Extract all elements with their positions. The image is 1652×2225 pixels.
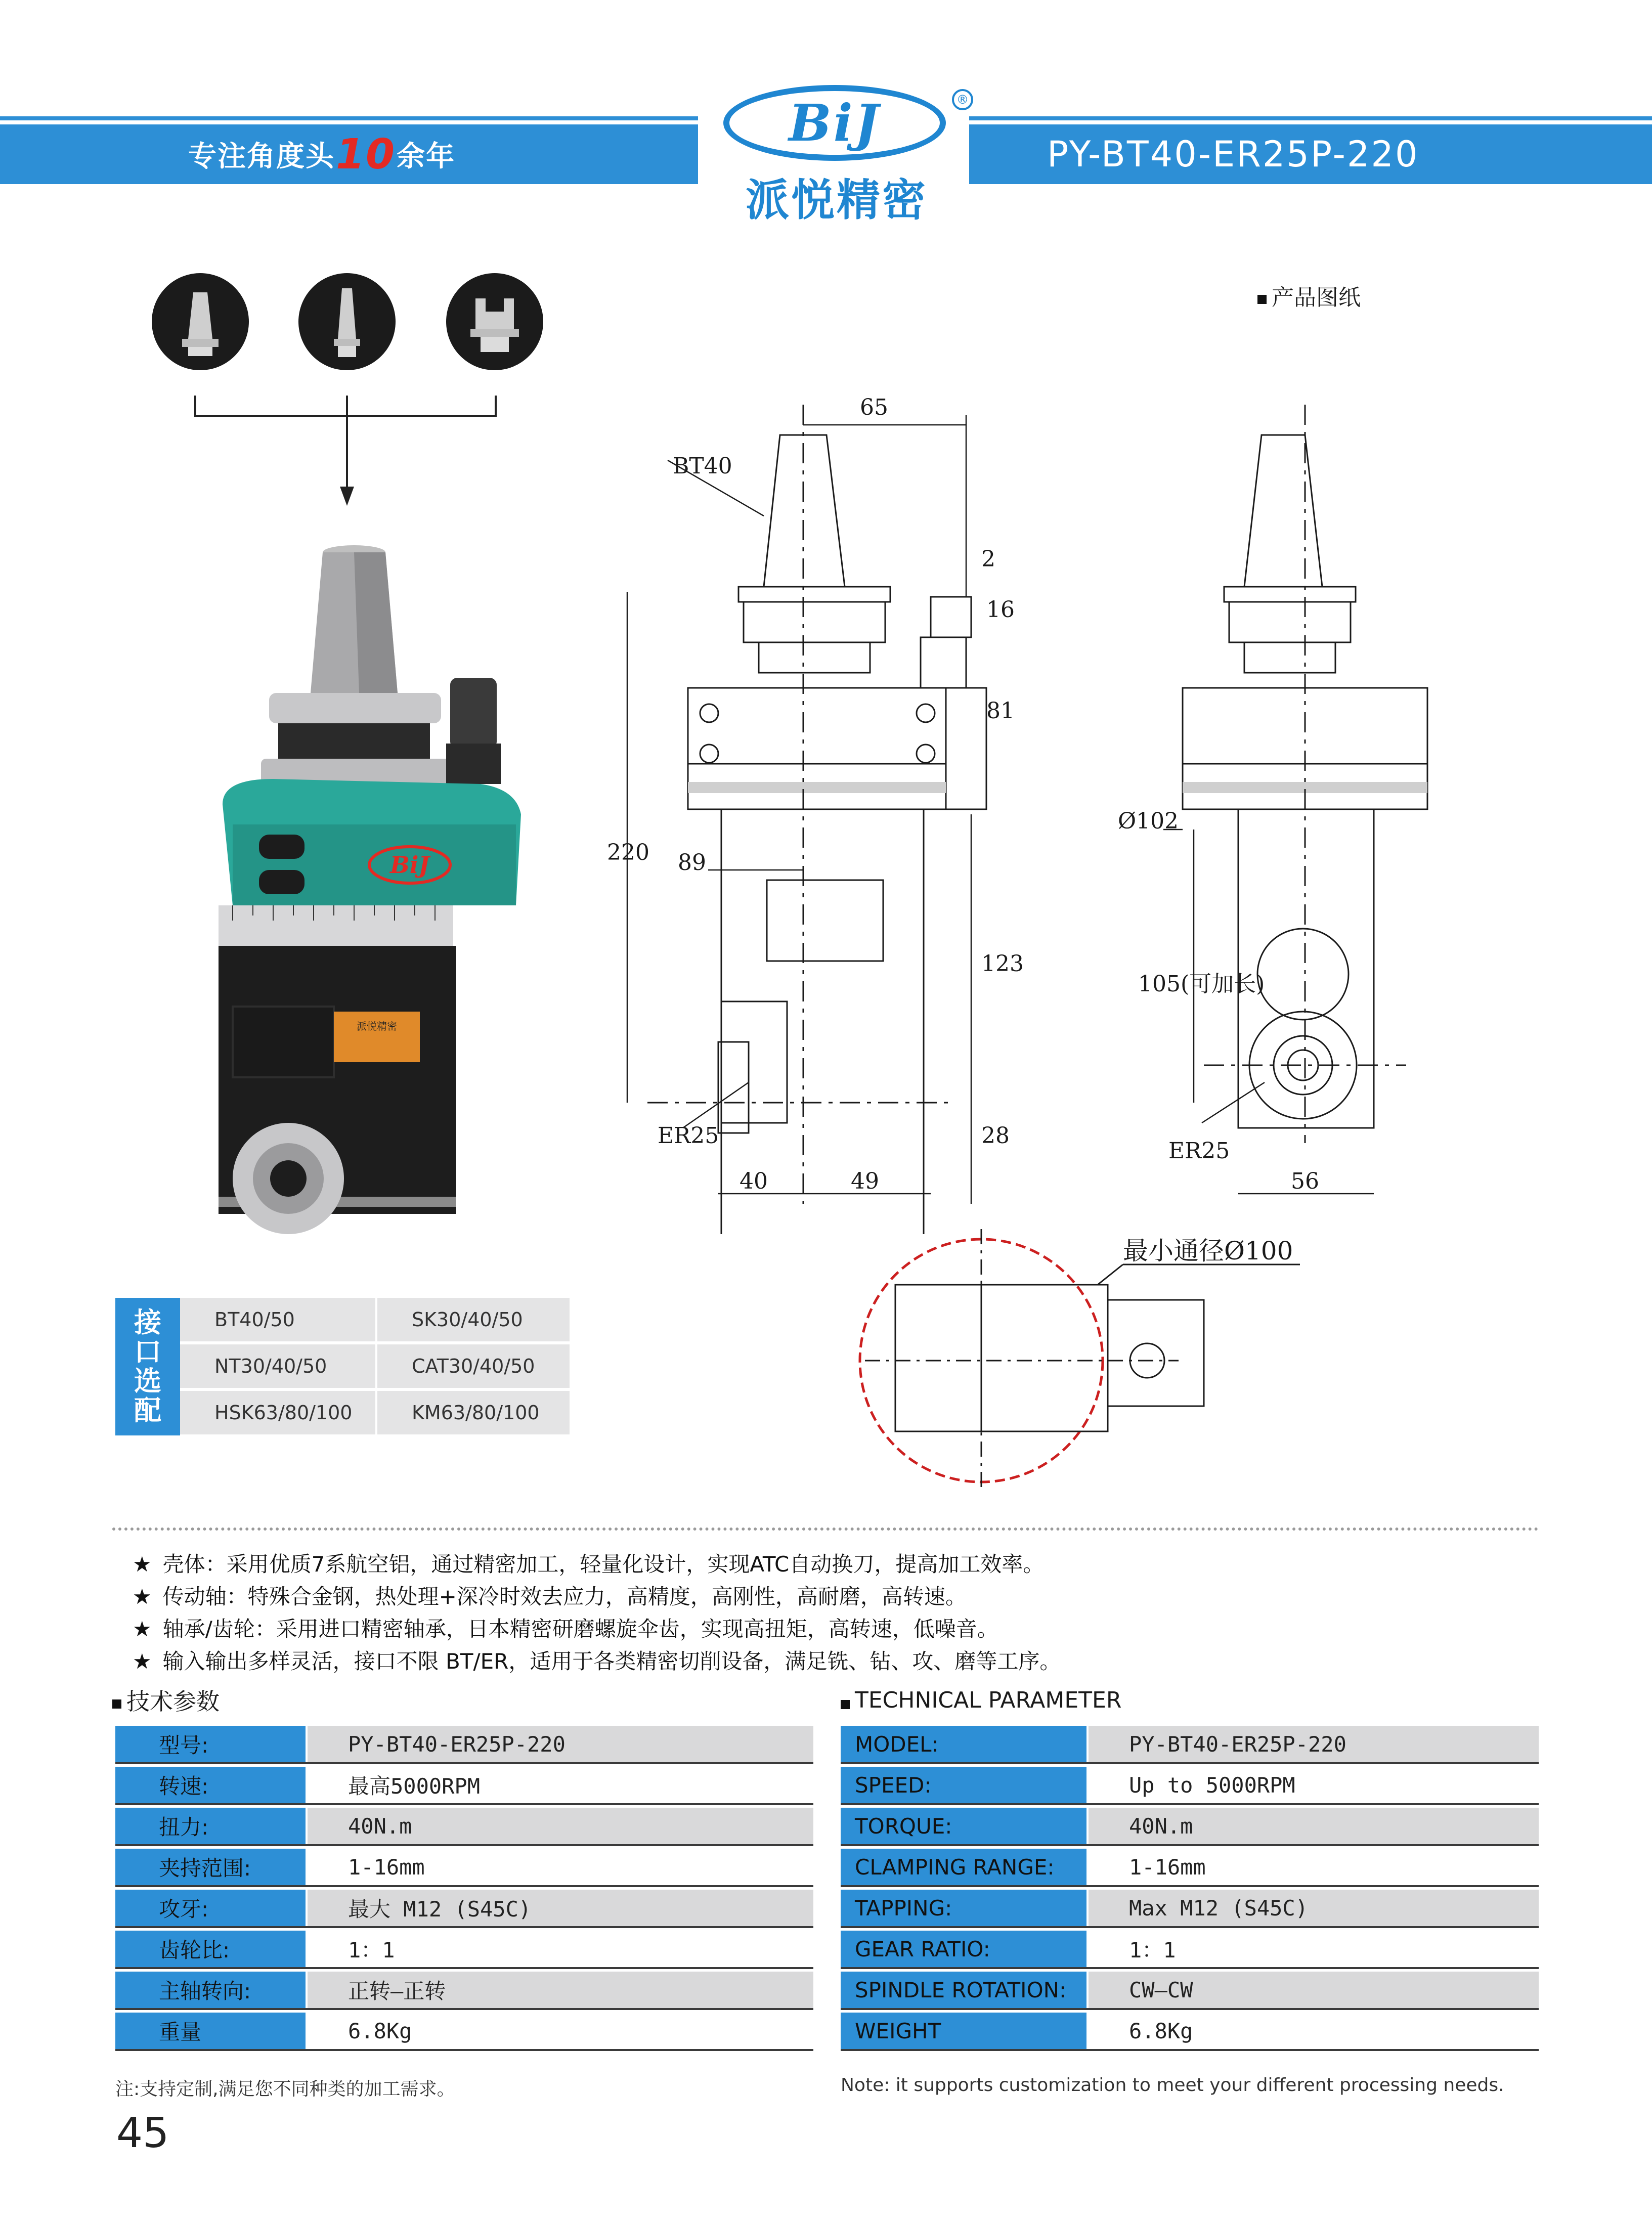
param-label: 主轴转向: — [115, 1972, 308, 2008]
dim-123: 123 — [981, 951, 1024, 977]
slogan-post: 余年 — [397, 140, 456, 173]
interface-cell: HSK63/80/100 — [180, 1391, 375, 1434]
interface-icons — [142, 263, 577, 516]
slogan-number: 10 — [336, 130, 396, 179]
param-value: 40N.m — [1089, 1808, 1539, 1844]
param-value: PY-BT40-ER25P-220 — [1089, 1726, 1539, 1762]
technical-drawing — [597, 384, 1608, 1234]
param-value: 6.8Kg — [348, 2018, 412, 2043]
param-row — [841, 1890, 1539, 1928]
label-bt40: BT40 — [673, 453, 732, 479]
header-rule-right — [969, 116, 1652, 120]
param-row — [115, 1726, 813, 1764]
model-title: PY-BT40-ER25P-220 — [1047, 134, 1419, 175]
param-value: Max M12 (S45C) — [1089, 1890, 1539, 1926]
param-value: 最高5000RPM — [348, 1774, 481, 1799]
feature-item: ★ 输入输出多样灵活，接口不限 BT/ER，适用于各类精密切削设备，满足铣、钻、攻、磨等工序。 — [133, 1649, 1061, 1674]
param-row — [115, 1849, 813, 1887]
param-row — [841, 1767, 1539, 1805]
param-row — [115, 1808, 813, 1846]
header-model — [969, 124, 1652, 184]
plate-title: 派悦精密 — [357, 1020, 397, 1032]
param-value: 1：1 — [1129, 1938, 1176, 1962]
dim-40: 40 — [740, 1168, 768, 1194]
interface-cell: KM63/80/100 — [377, 1391, 570, 1434]
dim-28: 28 — [981, 1123, 1010, 1149]
param-value: 1-16mm — [348, 1854, 425, 1880]
param-row — [841, 1726, 1539, 1764]
param-row — [841, 1808, 1539, 1846]
logo-text: BiJ — [789, 93, 881, 153]
page-number: 45 — [116, 2109, 169, 2157]
label-er25-side: ER25 — [1168, 1138, 1230, 1164]
params-en-title: TECHNICAL PARAMETER — [841, 1687, 1121, 1713]
param-row — [841, 1931, 1539, 1969]
dim-56: 56 — [1291, 1168, 1319, 1194]
dim-105: 105(可加长) — [1138, 971, 1265, 997]
param-label: SPINDLE ROTATION: — [841, 1972, 1089, 2008]
param-value: 最大 M12 (S45C) — [308, 1890, 813, 1926]
param-value: 1-16mm — [1129, 1854, 1206, 1880]
interface-cell: NT30/40/50 — [180, 1344, 375, 1388]
interface-cell: SK30/40/50 — [377, 1298, 570, 1341]
dim-49: 49 — [851, 1168, 879, 1194]
body-logo: BiJ — [389, 851, 430, 879]
param-value: 6.8Kg — [1129, 2018, 1193, 2043]
registered-mark: ® — [952, 89, 973, 110]
param-value: 1：1 — [348, 1938, 395, 1962]
dim-220: 220 — [607, 840, 649, 865]
front-taper — [764, 435, 845, 587]
param-label: 型号: — [115, 1726, 308, 1762]
param-label: 夹持范围: — [115, 1849, 308, 1885]
selection-bracket — [195, 396, 496, 416]
header-slogan — [0, 124, 698, 184]
param-row — [115, 1931, 813, 1969]
param-label: WEIGHT — [841, 2013, 1089, 2049]
product-photo — [212, 541, 556, 1270]
param-label: GEAR RATIO: — [841, 1931, 1089, 1967]
param-label: SPEED: — [841, 1767, 1089, 1803]
feature-item: ★ 壳体：采用优质7系航空铝，通过精密加工，轻量化设计，实现ATC自动换刀，提高加工效率。 — [133, 1552, 1045, 1577]
param-value: Up to 5000RPM — [1129, 1772, 1295, 1798]
param-label: 转速: — [115, 1767, 308, 1803]
bt-holder-icon — [152, 273, 249, 370]
dim-81: 81 — [986, 698, 1015, 724]
label-er25-front: ER25 — [658, 1123, 719, 1149]
dim-65: 65 — [860, 395, 888, 420]
param-value: PY-BT40-ER25P-220 — [308, 1726, 813, 1762]
down-arrow-icon — [337, 416, 357, 507]
note-en: Note: it supports customization to meet your different processing needs. — [841, 2075, 1504, 2096]
dim-16: 16 — [986, 597, 1015, 623]
feature-item: ★ 轴承/齿轮：采用进口精密轴承，日本精密研磨螺旋伞齿，实现高扭矩，高转速，低噪音。 — [133, 1617, 998, 1641]
dotted-divider — [112, 1528, 1539, 1531]
header-rule-left — [0, 116, 698, 120]
param-label: TORQUE: — [841, 1808, 1089, 1844]
drawing-section-title: 产品图纸 — [1257, 279, 1361, 312]
param-row — [115, 1767, 813, 1805]
min-bore-label: 最小通径Ø100 — [1123, 1236, 1293, 1266]
param-label: 齿轮比: — [115, 1931, 308, 1967]
param-label: 重量 — [115, 2013, 308, 2049]
param-row — [115, 1890, 813, 1928]
param-label: 扭力: — [115, 1808, 308, 1844]
clearance-view — [855, 1224, 1361, 1507]
interface-cell: CAT30/40/50 — [377, 1344, 570, 1388]
param-value: CW—CW — [1089, 1972, 1539, 2008]
param-label: TAPPING: — [841, 1890, 1089, 1926]
param-row — [841, 2013, 1539, 2051]
param-label: MODEL: — [841, 1726, 1089, 1762]
dim-89: 89 — [678, 850, 706, 876]
param-row — [115, 2013, 813, 2051]
param-row — [841, 1849, 1539, 1887]
hsk-holder-icon — [298, 273, 396, 370]
note-cn: 注:支持定制,满足您不同种类的加工需求。 — [115, 2079, 455, 2100]
brand-name-cn: 派悦精密 — [746, 175, 928, 226]
param-row — [841, 1972, 1539, 2010]
interface-side-label: 接 口 选 配 — [115, 1298, 180, 1435]
param-label: 攻牙: — [115, 1890, 308, 1926]
param-value: 正转—正转 — [308, 1972, 813, 2008]
param-label: CLAMPING RANGE: — [841, 1849, 1089, 1885]
capto-holder-icon — [446, 273, 543, 370]
feature-item: ★ 传动轴：特殊合金钢，热处理+深冷时效去应力，高精度，高刚性，高耐磨，高转速。 — [133, 1584, 967, 1609]
dim-102: Ø102 — [1118, 808, 1179, 834]
param-value: 40N.m — [308, 1808, 813, 1844]
brand-logo — [723, 85, 946, 161]
param-row — [115, 1972, 813, 2010]
interface-cell: BT40/50 — [180, 1298, 375, 1341]
slogan-pre: 专注角度头 — [188, 140, 335, 173]
params-cn-title: 技术参数 — [112, 1683, 220, 1717]
dim-2: 2 — [981, 546, 995, 572]
